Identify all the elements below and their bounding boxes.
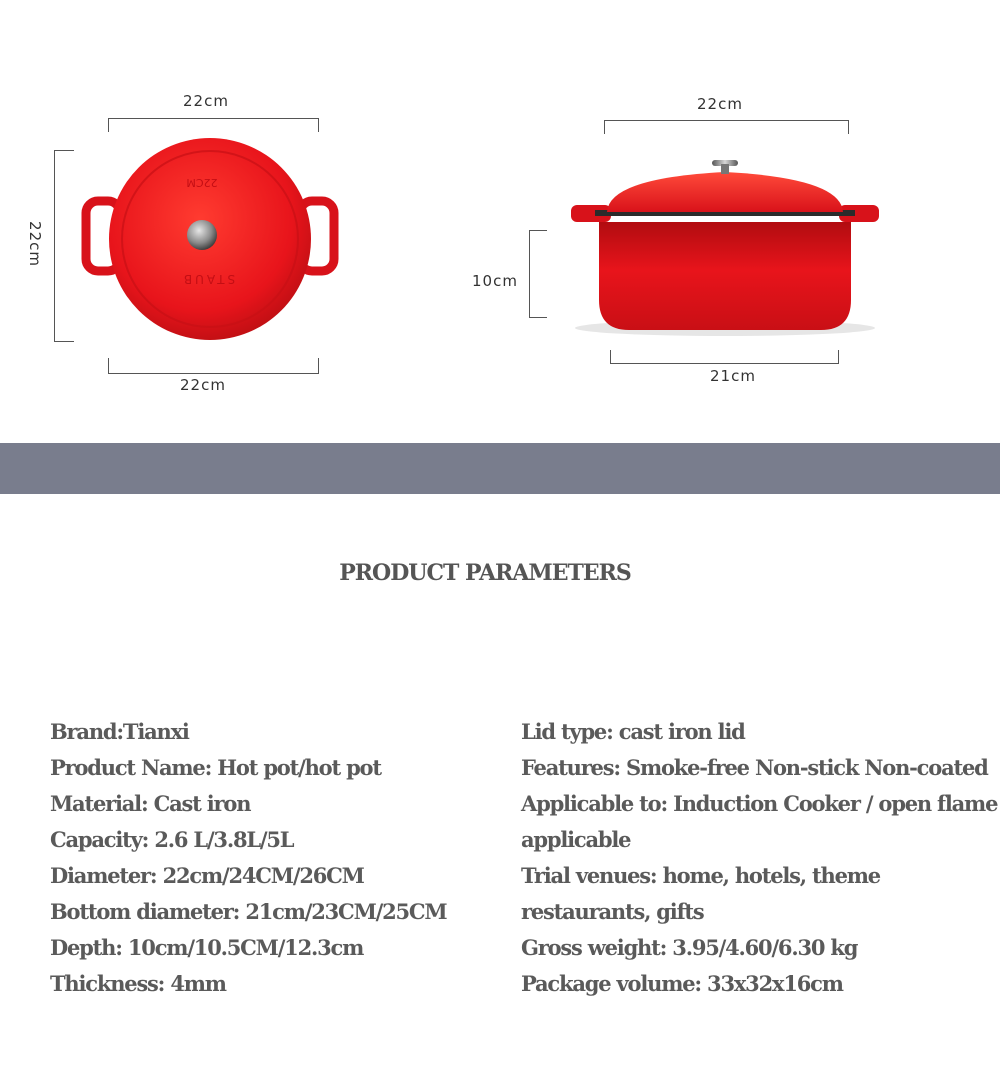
pot-top-view-image <box>80 135 340 350</box>
dimension-line <box>610 363 838 364</box>
spec-row: Gross weight: 3.95/4.60/6.30 kg <box>521 935 858 960</box>
dimension-tick <box>848 120 849 134</box>
dimension-tick <box>54 150 74 151</box>
spec-row: Depth: 10cm/10.5CM/12.3cm <box>50 935 364 960</box>
spec-row: Brand:Tianxi <box>50 719 189 744</box>
lid-size-engraving: 22CM <box>186 176 218 189</box>
top-view-bottom-width-label: 22cm <box>180 376 226 394</box>
dimension-tick <box>529 317 547 318</box>
top-view-width-label: 22cm <box>183 92 229 110</box>
dimension-tick <box>108 118 109 132</box>
spec-row: Features: Smoke-free Non-stick Non-coated <box>521 755 988 780</box>
dimension-line <box>108 118 319 119</box>
spec-row: Lid type: cast iron lid <box>521 719 745 744</box>
section-heading: PRODUCT PARAMETERS <box>339 560 631 586</box>
spec-row: applicable <box>521 827 631 852</box>
dimension-tick <box>318 118 319 132</box>
pot-side-view-image <box>565 150 885 340</box>
dimension-tick <box>838 350 839 364</box>
top-view-height-label: 22cm <box>25 221 44 267</box>
side-view-width-label: 22cm <box>697 95 743 113</box>
dimension-tick <box>54 341 74 342</box>
specs-right-column <box>521 714 997 1002</box>
spec-row: Applicable to: Induction Cooker / open flame <box>521 791 998 816</box>
spec-row: Diameter: 22cm/24CM/26CM <box>50 863 364 888</box>
dimension-tick <box>108 358 109 373</box>
dimension-line <box>54 150 55 342</box>
dimension-tick <box>529 230 547 231</box>
dimension-tick <box>604 120 605 134</box>
dimension-tick <box>318 358 319 373</box>
spec-row: Package volume: 33x32x16cm <box>521 971 843 996</box>
spec-row: Thickness: 4mm <box>50 971 226 996</box>
spec-row: Material: Cast iron <box>50 791 251 816</box>
dimension-line <box>108 373 319 374</box>
lid-brand-engraving: STAUB <box>180 272 236 286</box>
specs-left-column <box>50 714 446 1002</box>
spec-row: restaurants, gifts <box>521 899 704 924</box>
dimension-tick <box>610 350 611 364</box>
side-view-bottom-width-label: 21cm <box>710 367 756 385</box>
spec-row: Bottom diameter: 21cm/23CM/25CM <box>50 899 447 924</box>
side-view-height-label: 10cm <box>472 272 518 290</box>
spec-row: Product Name: Hot pot/hot pot <box>50 755 381 780</box>
dimension-line <box>529 230 530 318</box>
spec-row: Capacity: 2.6 L/3.8L/5L <box>50 827 294 852</box>
section-divider-band <box>0 443 1000 494</box>
dimension-line <box>604 120 849 121</box>
spec-row: Trial venues: home, hotels, theme <box>521 863 880 888</box>
